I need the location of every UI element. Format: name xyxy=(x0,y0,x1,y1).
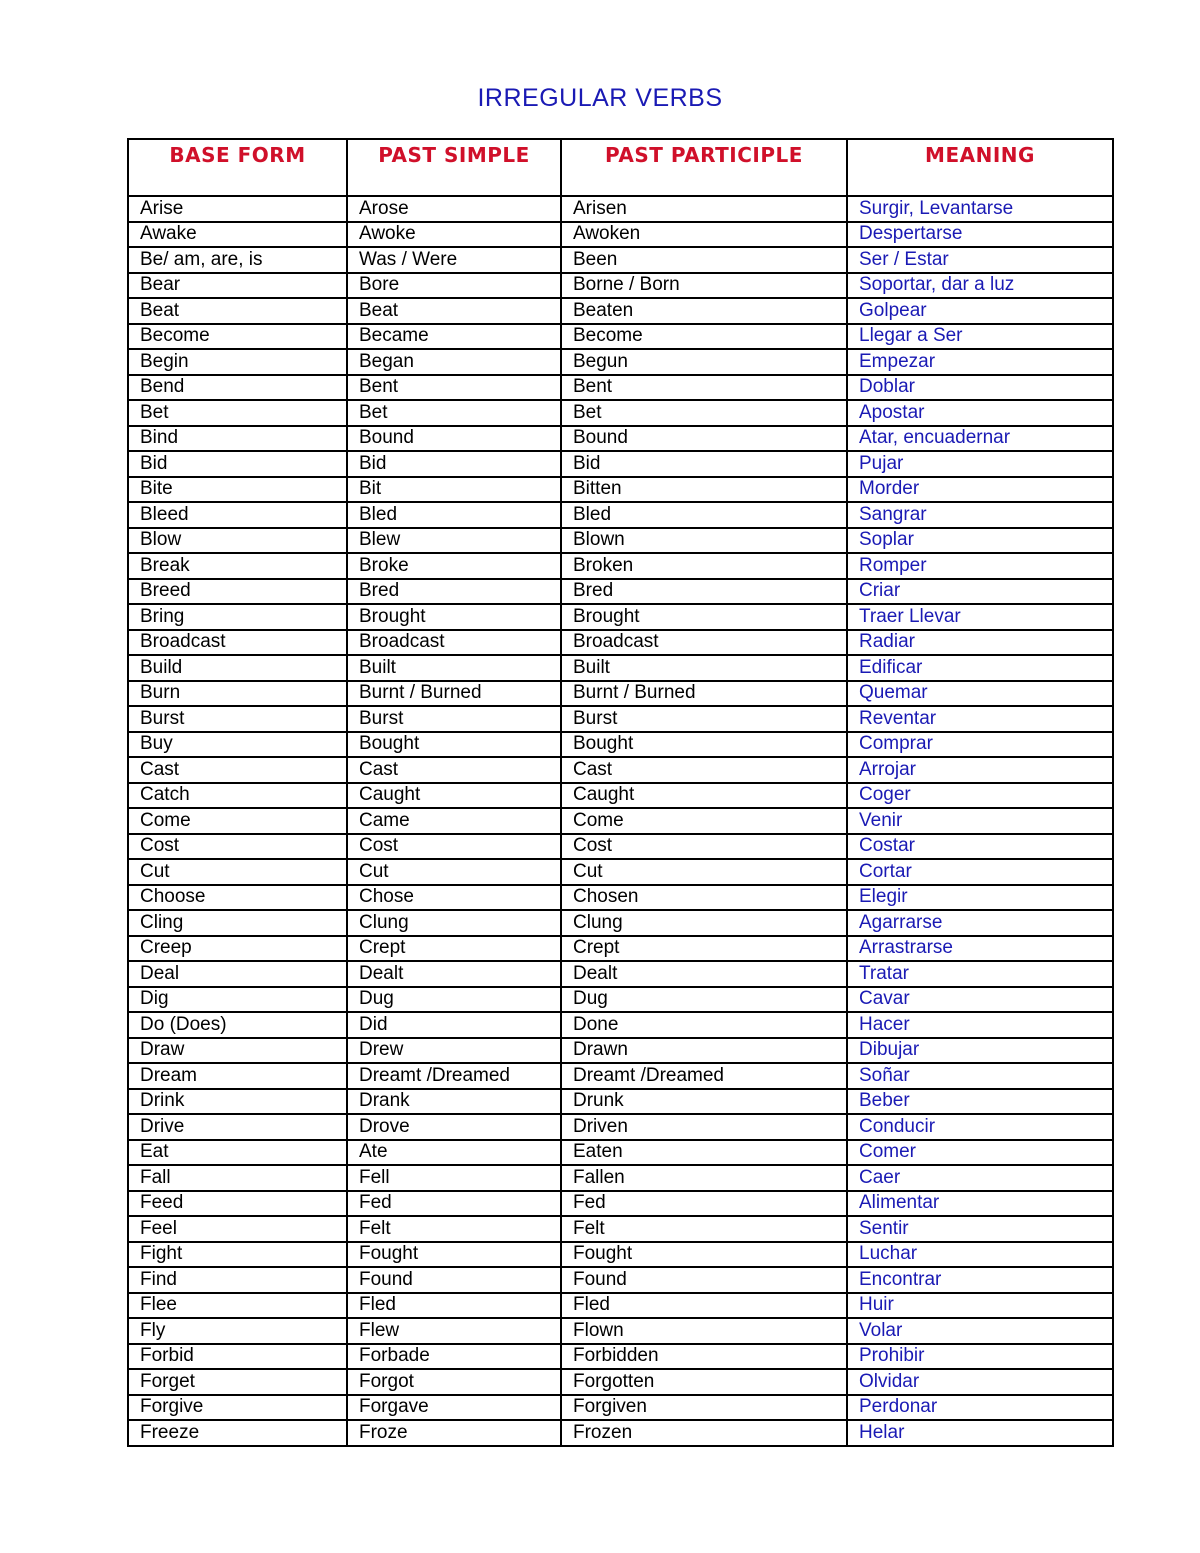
meaning-cell: Edificar xyxy=(847,655,1113,681)
table-row xyxy=(128,1267,1113,1293)
base-form-cell: Draw xyxy=(128,1038,347,1064)
past-simple-cell: Brought xyxy=(347,604,561,630)
past-simple-cell: Forgave xyxy=(347,1395,561,1421)
past-simple-cell: Dug xyxy=(347,987,561,1013)
past-participle-cell: Become xyxy=(561,324,847,350)
past-simple-cell: Bid xyxy=(347,451,561,477)
page-title: IRREGULAR VERBS xyxy=(477,84,723,112)
base-form-cell: Dream xyxy=(128,1063,347,1089)
base-form-cell: Forget xyxy=(128,1369,347,1395)
base-form-cell: Eat xyxy=(128,1140,347,1166)
header-past-simple: PAST SIMPLE xyxy=(347,139,561,196)
base-form-cell: Break xyxy=(128,553,347,579)
meaning-cell: Llegar a Ser xyxy=(847,324,1113,350)
past-participle-cell: Fought xyxy=(561,1242,847,1268)
past-participle-cell: Blown xyxy=(561,528,847,554)
past-participle-cell: Broadcast xyxy=(561,630,847,656)
meaning-cell: Caer xyxy=(847,1165,1113,1191)
table-row xyxy=(128,1038,1113,1064)
table-row xyxy=(128,1012,1113,1038)
meaning-cell: Despertarse xyxy=(847,222,1113,248)
meaning-cell: Elegir xyxy=(847,885,1113,911)
past-simple-cell: Was / Were xyxy=(347,247,561,273)
base-form-cell: Catch xyxy=(128,783,347,809)
meaning-cell: Prohibir xyxy=(847,1344,1113,1370)
meaning-cell: Quemar xyxy=(847,681,1113,707)
past-simple-cell: Cut xyxy=(347,859,561,885)
past-simple-cell: Cast xyxy=(347,757,561,783)
past-participle-cell: Beaten xyxy=(561,298,847,324)
table-row xyxy=(128,426,1113,452)
table-row xyxy=(128,732,1113,758)
base-form-cell: Cut xyxy=(128,859,347,885)
past-participle-cell: Chosen xyxy=(561,885,847,911)
meaning-cell: Agarrarse xyxy=(847,910,1113,936)
table-row xyxy=(128,579,1113,605)
base-form-cell: Flee xyxy=(128,1293,347,1319)
table-row xyxy=(128,630,1113,656)
meaning-cell: Arrojar xyxy=(847,757,1113,783)
past-simple-cell: Felt xyxy=(347,1216,561,1242)
base-form-cell: Feel xyxy=(128,1216,347,1242)
past-participle-cell: Awoken xyxy=(561,222,847,248)
past-simple-cell: Fed xyxy=(347,1191,561,1217)
base-form-cell: Bid xyxy=(128,451,347,477)
past-participle-cell: Forbidden xyxy=(561,1344,847,1370)
meaning-cell: Luchar xyxy=(847,1242,1113,1268)
past-participle-cell: Felt xyxy=(561,1216,847,1242)
table-row xyxy=(128,553,1113,579)
base-form-cell: Bend xyxy=(128,375,347,401)
past-participle-cell: Bound xyxy=(561,426,847,452)
past-participle-cell: Cut xyxy=(561,859,847,885)
base-form-cell: Broadcast xyxy=(128,630,347,656)
past-simple-cell: Flew xyxy=(347,1318,561,1344)
past-participle-cell: Burnt / Burned xyxy=(561,681,847,707)
meaning-cell: Coger xyxy=(847,783,1113,809)
base-form-cell: Cling xyxy=(128,910,347,936)
base-form-cell: Be/ am, are, is xyxy=(128,247,347,273)
past-simple-cell: Ate xyxy=(347,1140,561,1166)
meaning-cell: Volar xyxy=(847,1318,1113,1344)
past-simple-cell: Dealt xyxy=(347,961,561,987)
past-participle-cell: Been xyxy=(561,247,847,273)
table-row xyxy=(128,1216,1113,1242)
meaning-cell: Soplar xyxy=(847,528,1113,554)
meaning-cell: Beber xyxy=(847,1089,1113,1115)
past-participle-cell: Fled xyxy=(561,1293,847,1319)
table-row xyxy=(128,273,1113,299)
past-simple-cell: Broke xyxy=(347,553,561,579)
table-row xyxy=(128,1420,1113,1446)
base-form-cell: Bet xyxy=(128,400,347,426)
base-form-cell: Choose xyxy=(128,885,347,911)
table-row xyxy=(128,1191,1113,1217)
header-base-form: BASE FORM xyxy=(128,139,347,196)
past-simple-cell: Drew xyxy=(347,1038,561,1064)
base-form-cell: Freeze xyxy=(128,1420,347,1446)
table-row xyxy=(128,859,1113,885)
base-form-cell: Feed xyxy=(128,1191,347,1217)
table-row xyxy=(128,936,1113,962)
base-form-cell: Begin xyxy=(128,349,347,375)
meaning-cell: Romper xyxy=(847,553,1113,579)
past-participle-cell: Bitten xyxy=(561,477,847,503)
past-participle-cell: Driven xyxy=(561,1114,847,1140)
past-participle-cell: Cast xyxy=(561,757,847,783)
past-simple-cell: Dreamt /Dreamed xyxy=(347,1063,561,1089)
meaning-cell: Huir xyxy=(847,1293,1113,1319)
table-row xyxy=(128,834,1113,860)
meaning-cell: Morder xyxy=(847,477,1113,503)
past-participle-cell: Burst xyxy=(561,706,847,732)
meaning-cell: Empezar xyxy=(847,349,1113,375)
past-simple-cell: Blew xyxy=(347,528,561,554)
table-row xyxy=(128,885,1113,911)
past-participle-cell: Forgiven xyxy=(561,1395,847,1421)
table-row xyxy=(128,324,1113,350)
past-participle-cell: Dreamt /Dreamed xyxy=(561,1063,847,1089)
past-participle-cell: Dealt xyxy=(561,961,847,987)
past-simple-cell: Fought xyxy=(347,1242,561,1268)
base-form-cell: Drink xyxy=(128,1089,347,1115)
header-row xyxy=(128,139,1113,196)
past-participle-cell: Come xyxy=(561,808,847,834)
table-row xyxy=(128,987,1113,1013)
base-form-cell: Fall xyxy=(128,1165,347,1191)
past-simple-cell: Became xyxy=(347,324,561,350)
past-simple-cell: Bit xyxy=(347,477,561,503)
meaning-cell: Perdonar xyxy=(847,1395,1113,1421)
past-participle-cell: Broken xyxy=(561,553,847,579)
past-simple-cell: Bent xyxy=(347,375,561,401)
base-form-cell: Breed xyxy=(128,579,347,605)
base-form-cell: Bind xyxy=(128,426,347,452)
past-participle-cell: Bent xyxy=(561,375,847,401)
base-form-cell: Come xyxy=(128,808,347,834)
base-form-cell: Creep xyxy=(128,936,347,962)
meaning-cell: Tratar xyxy=(847,961,1113,987)
past-simple-cell: Beat xyxy=(347,298,561,324)
table-row xyxy=(128,757,1113,783)
past-participle-cell: Drunk xyxy=(561,1089,847,1115)
table-row xyxy=(128,528,1113,554)
meaning-cell: Costar xyxy=(847,834,1113,860)
past-participle-cell: Eaten xyxy=(561,1140,847,1166)
meaning-cell: Sentir xyxy=(847,1216,1113,1242)
past-simple-cell: Bore xyxy=(347,273,561,299)
past-simple-cell: Broadcast xyxy=(347,630,561,656)
meaning-cell: Reventar xyxy=(847,706,1113,732)
table-row xyxy=(128,1114,1113,1140)
base-form-cell: Drive xyxy=(128,1114,347,1140)
meaning-cell: Alimentar xyxy=(847,1191,1113,1217)
meaning-cell: Doblar xyxy=(847,375,1113,401)
table-row xyxy=(128,706,1113,732)
verb-rows xyxy=(128,196,1113,1446)
base-form-cell: Cost xyxy=(128,834,347,860)
table-row xyxy=(128,783,1113,809)
table-row xyxy=(128,222,1113,248)
past-simple-cell: Came xyxy=(347,808,561,834)
past-participle-cell: Bet xyxy=(561,400,847,426)
past-simple-cell: Cost xyxy=(347,834,561,860)
past-participle-cell: Caught xyxy=(561,783,847,809)
past-participle-cell: Frozen xyxy=(561,1420,847,1446)
meaning-cell: Golpear xyxy=(847,298,1113,324)
past-simple-cell: Chose xyxy=(347,885,561,911)
past-participle-cell: Arisen xyxy=(561,196,847,222)
base-form-cell: Cast xyxy=(128,757,347,783)
past-simple-cell: Fell xyxy=(347,1165,561,1191)
past-simple-cell: Clung xyxy=(347,910,561,936)
meaning-cell: Surgir, Levantarse xyxy=(847,196,1113,222)
table-row xyxy=(128,502,1113,528)
meaning-cell: Cavar xyxy=(847,987,1113,1013)
header-meaning: MEANING xyxy=(847,139,1113,196)
past-simple-cell: Found xyxy=(347,1267,561,1293)
meaning-cell: Ser / Estar xyxy=(847,247,1113,273)
table-row xyxy=(128,604,1113,630)
meaning-cell: Pujar xyxy=(847,451,1113,477)
table-row xyxy=(128,1395,1113,1421)
meaning-cell: Soñar xyxy=(847,1063,1113,1089)
meaning-cell: Comprar xyxy=(847,732,1113,758)
table-row xyxy=(128,1369,1113,1395)
past-participle-cell: Cost xyxy=(561,834,847,860)
past-simple-cell: Drove xyxy=(347,1114,561,1140)
base-form-cell: Bear xyxy=(128,273,347,299)
past-simple-cell: Bet xyxy=(347,400,561,426)
base-form-cell: Forgive xyxy=(128,1395,347,1421)
past-participle-cell: Clung xyxy=(561,910,847,936)
meaning-cell: Arrastrarse xyxy=(847,936,1113,962)
table-row xyxy=(128,1165,1113,1191)
base-form-cell: Bring xyxy=(128,604,347,630)
table-row xyxy=(128,247,1113,273)
past-participle-cell: Fed xyxy=(561,1191,847,1217)
base-form-cell: Bite xyxy=(128,477,347,503)
past-participle-cell: Forgotten xyxy=(561,1369,847,1395)
past-simple-cell: Froze xyxy=(347,1420,561,1446)
table-row xyxy=(128,451,1113,477)
meaning-cell: Atar, encuadernar xyxy=(847,426,1113,452)
base-form-cell: Forbid xyxy=(128,1344,347,1370)
table-row xyxy=(128,477,1113,503)
table-row xyxy=(128,681,1113,707)
past-simple-cell: Drank xyxy=(347,1089,561,1115)
past-simple-cell: Bred xyxy=(347,579,561,605)
base-form-cell: Fly xyxy=(128,1318,347,1344)
base-form-cell: Bleed xyxy=(128,502,347,528)
table-row xyxy=(128,298,1113,324)
past-participle-cell: Crept xyxy=(561,936,847,962)
past-participle-cell: Borne / Born xyxy=(561,273,847,299)
table-row xyxy=(128,961,1113,987)
table-row xyxy=(128,808,1113,834)
meaning-cell: Encontrar xyxy=(847,1267,1113,1293)
past-simple-cell: Caught xyxy=(347,783,561,809)
table-row xyxy=(128,400,1113,426)
base-form-cell: Blow xyxy=(128,528,347,554)
base-form-cell: Buy xyxy=(128,732,347,758)
meaning-cell: Olvidar xyxy=(847,1369,1113,1395)
past-participle-cell: Bred xyxy=(561,579,847,605)
past-simple-cell: Arose xyxy=(347,196,561,222)
base-form-cell: Burn xyxy=(128,681,347,707)
meaning-cell: Soportar, dar a luz xyxy=(847,273,1113,299)
table-row xyxy=(128,1063,1113,1089)
past-simple-cell: Awoke xyxy=(347,222,561,248)
past-participle-cell: Built xyxy=(561,655,847,681)
past-participle-cell: Brought xyxy=(561,604,847,630)
meaning-cell: Cortar xyxy=(847,859,1113,885)
table-row xyxy=(128,1140,1113,1166)
table-row xyxy=(128,1242,1113,1268)
base-form-cell: Awake xyxy=(128,222,347,248)
past-simple-cell: Built xyxy=(347,655,561,681)
table-row xyxy=(128,1344,1113,1370)
table-row xyxy=(128,1293,1113,1319)
base-form-cell: Burst xyxy=(128,706,347,732)
past-participle-cell: Done xyxy=(561,1012,847,1038)
table-row xyxy=(128,196,1113,222)
meaning-cell: Venir xyxy=(847,808,1113,834)
past-simple-cell: Forgot xyxy=(347,1369,561,1395)
base-form-cell: Build xyxy=(128,655,347,681)
table-row xyxy=(128,1318,1113,1344)
past-simple-cell: Forbade xyxy=(347,1344,561,1370)
base-form-cell: Arise xyxy=(128,196,347,222)
past-simple-cell: Bled xyxy=(347,502,561,528)
meaning-cell: Comer xyxy=(847,1140,1113,1166)
past-simple-cell: Bound xyxy=(347,426,561,452)
base-form-cell: Fight xyxy=(128,1242,347,1268)
base-form-cell: Dig xyxy=(128,987,347,1013)
base-form-cell: Find xyxy=(128,1267,347,1293)
meaning-cell: Apostar xyxy=(847,400,1113,426)
meaning-cell: Radiar xyxy=(847,630,1113,656)
past-simple-cell: Fled xyxy=(347,1293,561,1319)
past-participle-cell: Flown xyxy=(561,1318,847,1344)
past-participle-cell: Found xyxy=(561,1267,847,1293)
meaning-cell: Sangrar xyxy=(847,502,1113,528)
table-row xyxy=(128,375,1113,401)
irregular-verbs-table xyxy=(127,138,1114,1447)
past-participle-cell: Bought xyxy=(561,732,847,758)
base-form-cell: Become xyxy=(128,324,347,350)
past-participle-cell: Fallen xyxy=(561,1165,847,1191)
past-simple-cell: Burnt / Burned xyxy=(347,681,561,707)
table-row xyxy=(128,910,1113,936)
meaning-cell: Dibujar xyxy=(847,1038,1113,1064)
past-simple-cell: Burst xyxy=(347,706,561,732)
past-participle-cell: Dug xyxy=(561,987,847,1013)
past-simple-cell: Crept xyxy=(347,936,561,962)
past-participle-cell: Drawn xyxy=(561,1038,847,1064)
meaning-cell: Conducir xyxy=(847,1114,1113,1140)
table-row xyxy=(128,1089,1113,1115)
base-form-cell: Do (Does) xyxy=(128,1012,347,1038)
base-form-cell: Deal xyxy=(128,961,347,987)
past-simple-cell: Bought xyxy=(347,732,561,758)
past-participle-cell: Begun xyxy=(561,349,847,375)
meaning-cell: Hacer xyxy=(847,1012,1113,1038)
header-past-participle: PAST PARTICIPLE xyxy=(561,139,847,196)
meaning-cell: Traer Llevar xyxy=(847,604,1113,630)
meaning-cell: Helar xyxy=(847,1420,1113,1446)
table-row xyxy=(128,655,1113,681)
past-simple-cell: Did xyxy=(347,1012,561,1038)
meaning-cell: Criar xyxy=(847,579,1113,605)
past-participle-cell: Bled xyxy=(561,502,847,528)
past-participle-cell: Bid xyxy=(561,451,847,477)
table-row xyxy=(128,349,1113,375)
past-simple-cell: Began xyxy=(347,349,561,375)
base-form-cell: Beat xyxy=(128,298,347,324)
